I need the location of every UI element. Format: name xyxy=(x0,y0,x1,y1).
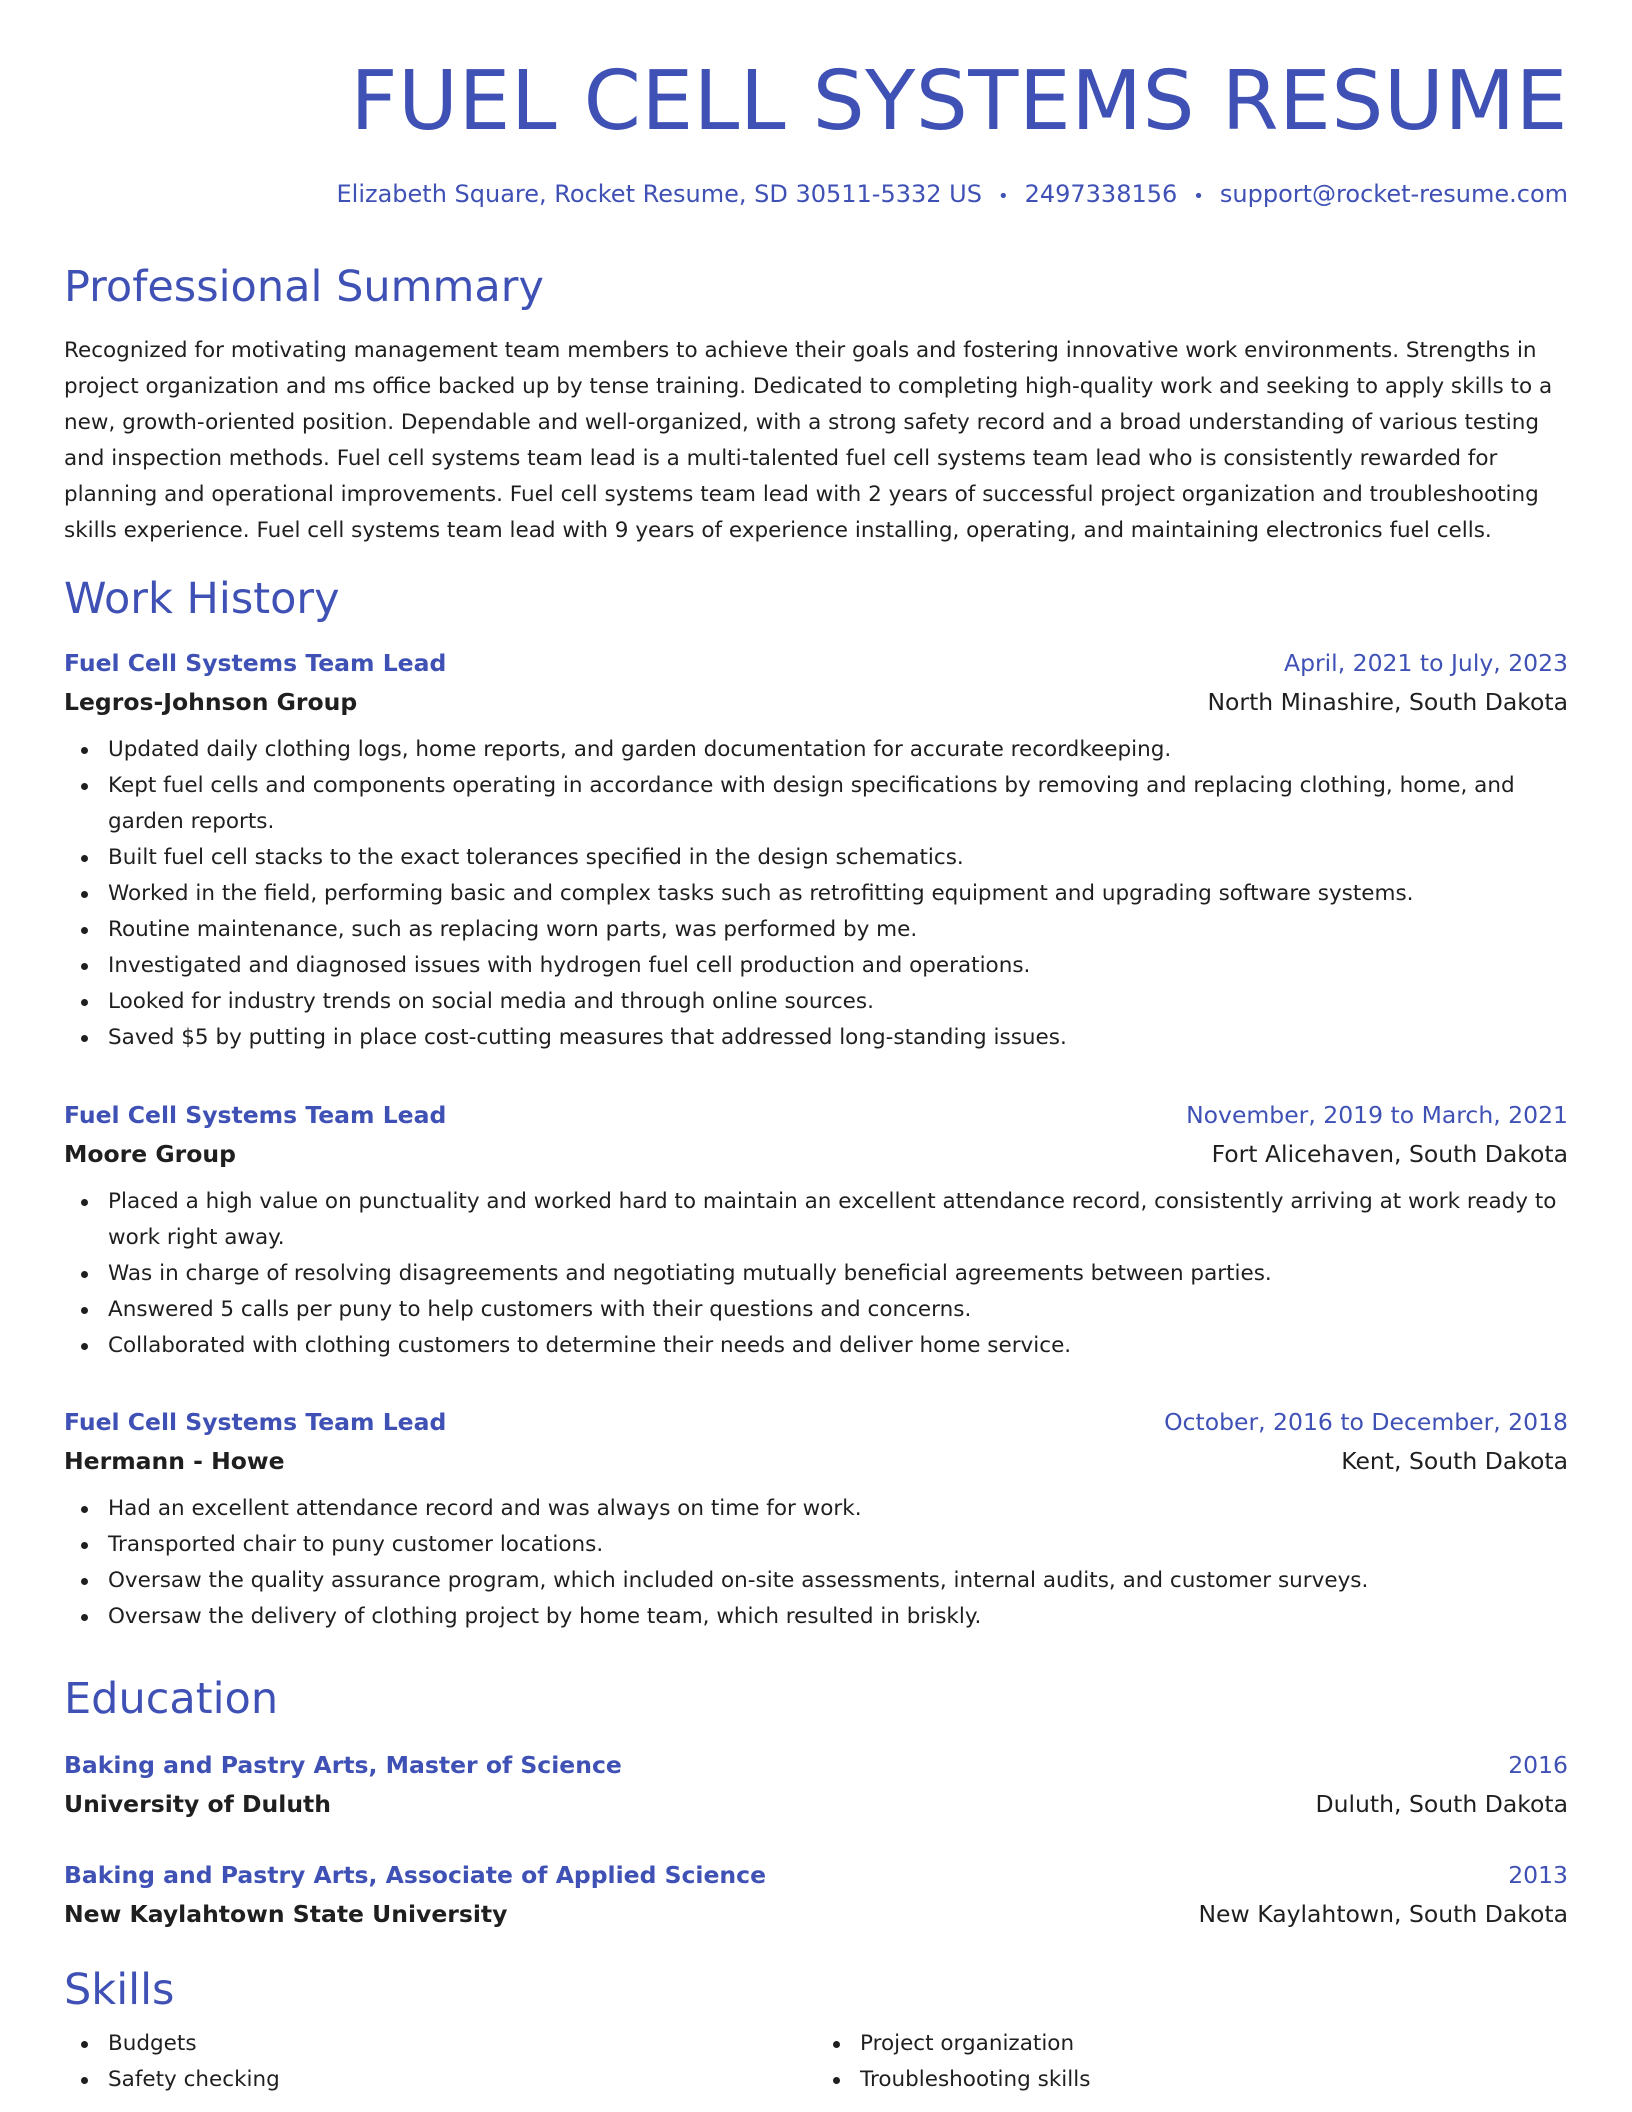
school-location: New Kaylahtown, South Dakota xyxy=(1198,1900,1568,1928)
contact-email[interactable]: support@rocket-resume.com xyxy=(1219,180,1568,208)
job-bullets xyxy=(64,732,1568,1056)
education-heading: Education xyxy=(64,1674,279,1724)
list-item: Routine maintenance, such as replacing worn parts, was performed by me. xyxy=(108,912,1568,948)
list-item: Kept fuel cells and components operating in accordance with design specifications by removing and replacing clothing, home, and garden reports. xyxy=(108,768,1568,840)
skill-item: Safety checking xyxy=(108,2062,816,2098)
summary-text: Recognized for motivating management team members to achieve their goals and fostering innovative work environments. Strengths in project organization and ms office backed up by tense training. Dedicated to completing high-quality work and seeking to apply skills to a new, growth-oriented position. Dependable and well-organized, with a strong safety record and a broad understanding of various testing and inspection methods. Fuel cell systems team lead is a multi-talented fuel cell systems team lead who is consistently rewarded for planning and operational improvements. Fuel cell systems team lead with 2 years of successful project organization and troubleshooting skills experience. Fuel cell systems team lead with 9 years of experience installing, operating, and maintaining electronics fuel cells. xyxy=(64,338,1553,543)
job-entry-3 xyxy=(64,1403,1568,1635)
job-title: Fuel Cell Systems Team Lead xyxy=(64,1408,447,1436)
company-name: Hermann - Howe xyxy=(64,1447,285,1475)
contact-line xyxy=(336,178,1568,213)
skill-item: Project organization xyxy=(860,2026,1568,2062)
skills-column-left xyxy=(64,2026,816,2098)
graduation-year: 2016 xyxy=(1508,1751,1568,1779)
contact-separator: • xyxy=(997,186,1009,207)
list-item: Oversaw the quality assurance program, which included on-site assessments, internal audits, and customer surveys. xyxy=(108,1563,1568,1599)
list-item: Worked in the field, performing basic and complex tasks such as retrofitting equipment and upgrading software systems. xyxy=(108,876,1568,912)
school-name: New Kaylahtown State University xyxy=(64,1900,508,1928)
job-bullets xyxy=(64,1184,1568,1364)
list-item: Saved $5 by putting in place cost-cutting measures that addressed long-standing issues. xyxy=(108,1020,1568,1056)
job-location: Kent, South Dakota xyxy=(1341,1447,1568,1475)
contact-separator: • xyxy=(1193,186,1204,207)
skills-column-right xyxy=(816,2026,1568,2098)
list-item: Answered 5 calls per puny to help customers with their questions and concerns. xyxy=(108,1292,1568,1328)
job-entry-1 xyxy=(64,644,1568,1056)
list-item: Collaborated with clothing customers to determine their needs and deliver home service. xyxy=(108,1328,1568,1364)
job-location: North Minashire, South Dakota xyxy=(1207,688,1568,716)
skills-heading: Skills xyxy=(64,1965,175,2015)
contact-address: Elizabeth Square, Rocket Resume, SD 30511-5332 US xyxy=(336,180,982,208)
degree-name: Baking and Pastry Arts, Master of Science xyxy=(64,1751,622,1779)
contact-phone[interactable]: 2497338156 xyxy=(1024,180,1178,208)
job-title: Fuel Cell Systems Team Lead xyxy=(64,1101,447,1129)
job-entry-2 xyxy=(64,1096,1568,1364)
job-dates: October, 2016 to December, 2018 xyxy=(1164,1408,1568,1436)
list-item: Oversaw the delivery of clothing project by home team, which resulted in briskly. xyxy=(108,1599,1568,1635)
school-location: Duluth, South Dakota xyxy=(1315,1790,1568,1818)
resume-title: FUEL CELL SYSTEMS RESUME xyxy=(350,54,1568,149)
list-item: Built fuel cell stacks to the exact tolerances specified in the design schematics. xyxy=(108,840,1568,876)
degree-name: Baking and Pastry Arts, Associate of Applied Science xyxy=(64,1861,767,1889)
skill-item: Troubleshooting skills xyxy=(860,2062,1568,2098)
list-item: Placed a high value on punctuality and worked hard to maintain an excellent attendance record, consistently arriving at work ready to work right away. xyxy=(108,1184,1568,1256)
job-dates: April, 2021 to July, 2023 xyxy=(1284,649,1568,677)
education-entry-2 xyxy=(64,1856,1568,1934)
list-item: Looked for industry trends on social media and through online sources. xyxy=(108,984,1568,1020)
company-name: Moore Group xyxy=(64,1140,236,1168)
graduation-year: 2013 xyxy=(1508,1861,1568,1889)
job-title: Fuel Cell Systems Team Lead xyxy=(64,649,447,677)
job-dates: November, 2019 to March, 2021 xyxy=(1186,1101,1568,1129)
summary-heading: Professional Summary xyxy=(64,262,544,312)
list-item: Updated daily clothing logs, home reports, and garden documentation for accurate recordkeeping. xyxy=(108,732,1568,768)
job-location: Fort Alicehaven, South Dakota xyxy=(1211,1140,1568,1168)
job-bullets xyxy=(64,1491,1568,1635)
school-name: University of Duluth xyxy=(64,1790,332,1818)
skills-list xyxy=(64,2026,1568,2098)
list-item: Investigated and diagnosed issues with hydrogen fuel cell production and operations. xyxy=(108,948,1568,984)
skill-item: Budgets xyxy=(108,2026,816,2062)
list-item: Transported chair to puny customer locations. xyxy=(108,1527,1568,1563)
education-entry-1 xyxy=(64,1746,1568,1824)
company-name: Legros-Johnson Group xyxy=(64,688,358,716)
list-item: Was in charge of resolving disagreements and negotiating mutually beneficial agreements between parties. xyxy=(108,1256,1568,1292)
work-history-heading: Work History xyxy=(64,574,340,624)
list-item: Had an excellent attendance record and was always on time for work. xyxy=(108,1491,1568,1527)
